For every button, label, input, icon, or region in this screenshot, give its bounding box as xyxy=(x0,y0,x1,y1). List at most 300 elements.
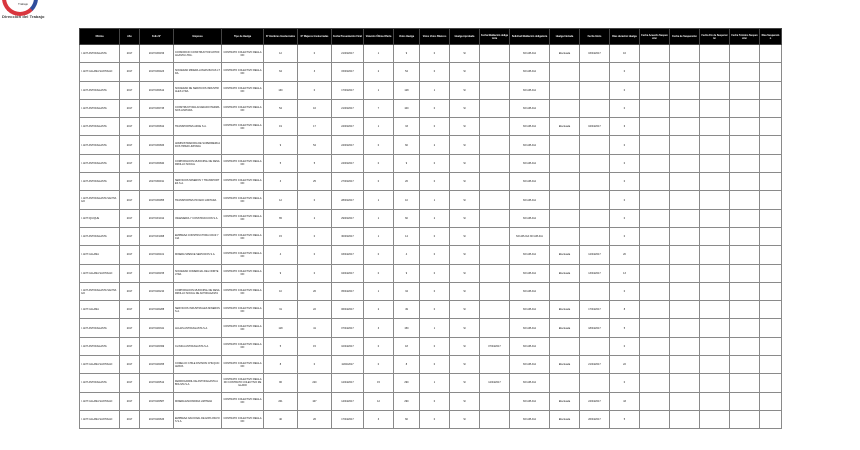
table-row xyxy=(80,118,782,136)
table-cell xyxy=(480,246,510,264)
table-cell xyxy=(640,319,670,337)
table-cell: 2017 xyxy=(120,154,140,172)
table-cell xyxy=(760,301,782,319)
table-cell xyxy=(760,374,782,392)
table-cell xyxy=(730,227,760,245)
table-cell: 2017/04/0210 xyxy=(140,282,174,300)
table-cell: MINERA SPENCE SERVICIOS S.A. xyxy=(174,246,222,264)
table-cell xyxy=(640,209,670,227)
table-cell: 0 xyxy=(364,246,394,264)
table-cell: 13/04/2017 xyxy=(580,264,610,282)
table-cell xyxy=(550,374,580,392)
table-cell xyxy=(640,246,670,264)
table-cell: CONTRATO COLECTIVO REGLADO xyxy=(222,63,264,81)
table-cell: I. ANT ANTOFAGASTA SANTIAGO xyxy=(80,191,120,209)
table-cell xyxy=(730,209,760,227)
table-cell: 0 xyxy=(610,191,640,209)
table-cell: 12/04/2017 xyxy=(332,374,364,392)
table-cell: 0 xyxy=(420,45,450,63)
table-cell xyxy=(480,319,510,337)
table-cell: NO APLICA xyxy=(510,319,550,337)
table-cell: CONTRATO COLECTIVO REGLADO xyxy=(222,337,264,355)
table-cell xyxy=(640,282,670,300)
table-cell xyxy=(700,337,730,355)
table-cell xyxy=(670,246,700,264)
table-cell: 24/04/2017 xyxy=(580,392,610,410)
table-cell xyxy=(580,99,610,117)
table-cell xyxy=(640,227,670,245)
table-cell: SI xyxy=(450,227,480,245)
table-cell: 0 xyxy=(298,191,332,209)
table-cell: ADMINISTRADORA DE SUPERMERCADOS HIPER LIMITADA xyxy=(174,136,222,154)
table-cell: 24/03/2017 xyxy=(332,136,364,154)
table-row xyxy=(80,246,782,264)
table-cell: 130 xyxy=(264,81,298,99)
table-cell: 0 xyxy=(610,337,640,355)
table-cell: 27/03/2017 xyxy=(332,173,364,191)
column-header: Folio N° xyxy=(140,29,174,45)
table-cell xyxy=(760,264,782,282)
table-cell xyxy=(700,264,730,282)
column-header: Huelga Iniciada xyxy=(550,29,580,45)
table-cell: I. ANT CALAMA SANTIAGO xyxy=(80,410,120,428)
table-cell: 26 xyxy=(394,173,420,191)
table-cell: 13 xyxy=(610,264,640,282)
table-cell: 9 xyxy=(394,45,420,63)
table-cell: 290 xyxy=(394,374,420,392)
table-cell xyxy=(730,264,760,282)
table-cell xyxy=(640,392,670,410)
table-cell xyxy=(760,191,782,209)
table-cell: 26 xyxy=(298,410,332,428)
table-cell: NO APLICA xyxy=(510,173,550,191)
table-cell xyxy=(760,337,782,355)
table-cell xyxy=(700,227,730,245)
table-cell: CONTRATO COLECTIVO REGLADO xyxy=(222,356,264,374)
table-cell xyxy=(670,154,700,172)
table-cell xyxy=(580,81,610,99)
table-cell xyxy=(580,227,610,245)
table-cell: SI xyxy=(450,209,480,227)
table-cell: 0 xyxy=(298,45,332,63)
table-cell: Efectuada xyxy=(550,319,580,337)
table-cell: 7 xyxy=(364,99,394,117)
table-cell: 2017/04/0512 xyxy=(140,374,174,392)
table-cell xyxy=(640,154,670,172)
table-row xyxy=(80,356,782,374)
table-cell: CONTRATO COLECTIVO REGLADO CONTRATO COLECTIVO REGLADO xyxy=(222,374,264,392)
table-cell xyxy=(700,301,730,319)
table-cell: 9 xyxy=(264,136,298,154)
table-cell: 60 xyxy=(394,136,420,154)
table-cell: NO APLICA xyxy=(510,282,550,300)
table-cell: NO APLICA xyxy=(510,63,550,81)
table-cell: SOCIEDAD COMERCIAL DEL NORTE LTDA. xyxy=(174,264,222,282)
table-cell: 20 xyxy=(610,246,640,264)
table-row xyxy=(80,392,782,410)
table-cell: 0 xyxy=(420,99,450,117)
table-cell xyxy=(580,154,610,172)
table-cell xyxy=(670,45,700,63)
table-cell: 43 xyxy=(610,392,640,410)
table-cell: 1 xyxy=(364,45,394,63)
table-row xyxy=(80,209,782,227)
table-cell: I. ANT CALAMA SANTIAGO xyxy=(80,356,120,374)
table-row xyxy=(80,227,782,245)
table-cell xyxy=(480,392,510,410)
table-cell: I. ANT ANTOFAGASTA xyxy=(80,173,120,191)
table-cell: 07/04/2017 xyxy=(480,337,510,355)
table-cell: 34 xyxy=(394,282,420,300)
table-cell xyxy=(550,191,580,209)
table-cell: NO APLICA xyxy=(510,136,550,154)
table-cell xyxy=(700,63,730,81)
table-cell: 49 xyxy=(394,301,420,319)
table-cell: CONSORCIO CONSTRUCTOR ANTOFAGASTA LTDA. xyxy=(174,45,222,63)
table-cell: 2017/03/0745 xyxy=(140,99,174,117)
table-cell xyxy=(700,392,730,410)
table-cell: 2 xyxy=(420,136,450,154)
table-cell: CONTRATO COLECTIVO REGLADO xyxy=(222,319,264,337)
table-cell: 2017 xyxy=(120,301,140,319)
table-cell: 2017/04/0341 xyxy=(140,319,174,337)
table-cell: I. ANT CALAMA SANTIAGO xyxy=(80,63,120,81)
table-cell: CONSTRUCTORA ALVARADO HERMANOS LIMITADA xyxy=(174,99,222,117)
table-cell xyxy=(730,191,760,209)
table-cell: 14/04/2017 xyxy=(332,392,364,410)
table-cell: Efectuada xyxy=(550,45,580,63)
table-cell xyxy=(480,118,510,136)
table-cell: CONTRATO COLECTIVO REGLADO xyxy=(222,282,264,300)
table-cell xyxy=(580,136,610,154)
column-header: Fecha Mediación obligatoria xyxy=(480,29,510,45)
table-cell: 0 xyxy=(298,227,332,245)
table-cell xyxy=(670,301,700,319)
table-cell: 2017 xyxy=(120,45,140,63)
table-cell xyxy=(670,191,700,209)
table-cell: 2017/03/0833 xyxy=(140,136,174,154)
table-cell xyxy=(640,45,670,63)
table-cell: 64 xyxy=(264,63,298,81)
table-cell: 0 xyxy=(610,227,640,245)
table-cell xyxy=(700,173,730,191)
table-cell xyxy=(760,154,782,172)
table-cell: 2017/03/0423 xyxy=(140,63,174,81)
table-cell: CONTRATO COLECTIVO REGLADO xyxy=(222,45,264,63)
table-cell: I. ANT ANTOFAGASTA xyxy=(80,154,120,172)
table-cell xyxy=(670,173,700,191)
table-cell: 2 xyxy=(298,209,332,227)
table-cell: I. ANT ANTOFAGASTA xyxy=(80,227,120,245)
table-cell: 8 xyxy=(264,356,298,374)
table-cell xyxy=(730,63,760,81)
table-cell: 2 xyxy=(364,301,394,319)
table-cell xyxy=(730,118,760,136)
table-cell: SI xyxy=(450,410,480,428)
table-cell: 1 xyxy=(420,81,450,99)
table-cell xyxy=(730,136,760,154)
table-cell: I. ANT ANTOFAGASTA xyxy=(80,118,120,136)
table-cell: CONTRATO COLECTIVO REGLADO xyxy=(222,154,264,172)
table-cell: I. ANT ANTOFAGASTA xyxy=(80,136,120,154)
table-cell: 0 xyxy=(610,374,640,392)
table-row xyxy=(80,337,782,355)
column-header: Oficina xyxy=(80,29,120,45)
table-row xyxy=(80,191,782,209)
table-cell: 0 xyxy=(420,227,450,245)
table-cell xyxy=(480,282,510,300)
table-cell: 04/04/2017 xyxy=(580,118,610,136)
table-cell: SI xyxy=(450,356,480,374)
table-cell: 1 xyxy=(364,227,394,245)
column-header: Días Suspensión xyxy=(760,29,782,45)
table-cell xyxy=(730,319,760,337)
strikes-table xyxy=(79,28,782,429)
table-cell: 31 xyxy=(264,301,298,319)
table-cell: 0 xyxy=(298,81,332,99)
table-cell: 24/03/2017 xyxy=(332,154,364,172)
table-cell: 18 xyxy=(394,337,420,355)
table-cell: 2017/04/0101 xyxy=(140,246,174,264)
table-cell xyxy=(480,301,510,319)
table-cell: 6 xyxy=(610,118,640,136)
table-cell xyxy=(550,282,580,300)
table-cell: 9 xyxy=(264,264,298,282)
table-row xyxy=(80,282,782,300)
table-row xyxy=(80,81,782,99)
table-cell xyxy=(730,374,760,392)
table-cell: 2017/03/1068 xyxy=(140,227,174,245)
table-cell: SI xyxy=(450,246,480,264)
table-cell: 12 xyxy=(264,191,298,209)
table-cell: 18/04/2017 xyxy=(580,319,610,337)
table-cell: Efectuada xyxy=(550,264,580,282)
table-cell: 21/03/2017 xyxy=(332,99,364,117)
table-row xyxy=(80,264,782,282)
table-cell: CORPORACION MUNICIPAL DE DESARROLLO SOCIAL xyxy=(174,154,222,172)
table-cell: 0 xyxy=(298,264,332,282)
table-cell: NO APLICA xyxy=(510,392,550,410)
table-cell: 2017 xyxy=(120,209,140,227)
table-cell xyxy=(760,246,782,264)
table-cell: 19 xyxy=(264,118,298,136)
table-cell: 2 xyxy=(364,63,394,81)
table-cell: 0 xyxy=(610,173,640,191)
table-cell: NO APLICA xyxy=(510,356,550,374)
table-cell: SI xyxy=(450,282,480,300)
table-cell: SI xyxy=(450,301,480,319)
table-cell: 5 xyxy=(264,337,298,355)
table-cell: CONTRATO COLECTIVO REGLADO xyxy=(222,264,264,282)
table-cell xyxy=(480,227,510,245)
table-cell xyxy=(550,337,580,355)
table-cell: 0 xyxy=(420,356,450,374)
table-cell: 2017/03/0812 xyxy=(140,118,174,136)
table-cell xyxy=(580,191,610,209)
table-cell: 11/04/2017 xyxy=(332,356,364,374)
table-cell: NO APLICA xyxy=(510,45,550,63)
table-cell: 0 xyxy=(420,246,450,264)
table-cell: 21/03/2017 xyxy=(332,45,364,63)
table-cell xyxy=(670,264,700,282)
table-cell: SI xyxy=(450,63,480,81)
table-cell: MINERA ESCONDIDA LIMITADA xyxy=(174,392,222,410)
table-cell: 0 xyxy=(610,81,640,99)
table-cell xyxy=(670,319,700,337)
table-cell: 17/04/2017 xyxy=(332,410,364,428)
table-cell xyxy=(700,319,730,337)
table-cell: SI xyxy=(450,264,480,282)
column-header: Tipo de Huelga xyxy=(222,29,264,45)
table-cell: I. ANT ANTOFAGASTA xyxy=(80,81,120,99)
table-cell: 220 xyxy=(298,374,332,392)
table-cell: 26/04/2017 xyxy=(580,410,610,428)
table-cell: 12/04/2017 xyxy=(480,374,510,392)
table-cell: 07/04/2017 xyxy=(332,319,364,337)
table-cell: SI xyxy=(450,118,480,136)
table-cell: 3 xyxy=(298,63,332,81)
table-cell: 65 xyxy=(264,209,298,227)
table-cell: 2017 xyxy=(120,173,140,191)
table-cell xyxy=(550,173,580,191)
table-cell xyxy=(760,173,782,191)
table-cell xyxy=(480,63,510,81)
table-cell: 40 xyxy=(264,410,298,428)
table-cell: 5 xyxy=(264,154,298,172)
table-cell: 0 xyxy=(610,63,640,81)
logo-text: Trabajo xyxy=(17,2,29,6)
table-cell: NO APLICA xyxy=(510,374,550,392)
table-cell: 2017/04/0155 xyxy=(140,264,174,282)
org-name: Dirección del Trabajo xyxy=(2,14,45,19)
table-cell xyxy=(730,392,760,410)
table-row xyxy=(80,154,782,172)
table-cell xyxy=(480,191,510,209)
column-header: Votación Última Oferta xyxy=(364,29,394,45)
table-cell xyxy=(700,410,730,428)
table-cell: FERROCARRIL DE ANTOFAGASTA A BOLIVIA S.A. xyxy=(174,374,222,392)
table-cell: 2017 xyxy=(120,392,140,410)
table-cell: 2017/04/0455 xyxy=(140,356,174,374)
table-cell: 10 xyxy=(394,191,420,209)
table-cell xyxy=(730,356,760,374)
table-cell: 96 xyxy=(264,374,298,392)
table-cell xyxy=(730,45,760,63)
table-cell: 06/04/2017 xyxy=(332,301,364,319)
table-cell: NO APLICA xyxy=(510,191,550,209)
table-cell: 05/04/2017 xyxy=(332,282,364,300)
table-row xyxy=(80,301,782,319)
table-cell: 33 xyxy=(394,118,420,136)
table-cell: 0 xyxy=(364,264,394,282)
table-cell xyxy=(640,374,670,392)
table-cell: 2017/03/0911 xyxy=(140,173,174,191)
table-cell xyxy=(550,136,580,154)
table-cell: 8 xyxy=(394,356,420,374)
table-cell: 1 xyxy=(420,319,450,337)
table-cell: SI xyxy=(450,154,480,172)
table-cell: I. ANT CALAMA SANTIAGO xyxy=(80,264,120,282)
table-cell: 54 xyxy=(298,136,332,154)
table-cell xyxy=(580,209,610,227)
table-cell: NO APLICA xyxy=(510,410,550,428)
table-cell xyxy=(730,282,760,300)
table-cell xyxy=(700,81,730,99)
table-cell: 1 xyxy=(364,282,394,300)
table-cell: 1 xyxy=(364,81,394,99)
table-cell: 17/03/2017 xyxy=(332,81,364,99)
table-cell: SOCIEDAD MINERA LOMAS BAYAS LTDA. xyxy=(174,63,222,81)
table-cell: 4 xyxy=(264,246,298,264)
table-cell: 150 xyxy=(394,319,420,337)
table-cell: INGENIERIA Y CONSTRUCCION S.A. xyxy=(174,209,222,227)
table-cell xyxy=(580,63,610,81)
table-cell: 0 xyxy=(420,282,450,300)
table-cell: 1 xyxy=(420,374,450,392)
table-cell: 2017 xyxy=(120,81,140,99)
column-header: Fecha Fin de Suspensión xyxy=(700,29,730,45)
table-cell xyxy=(760,356,782,374)
table-cell: 16 xyxy=(298,99,332,117)
table-cell: 5 xyxy=(610,319,640,337)
table-cell: I. ANT ANTOFAGASTA xyxy=(80,337,120,355)
table-cell xyxy=(670,227,700,245)
table-cell: 12 xyxy=(364,392,394,410)
table-cell: CONTRATO COLECTIVO REGLADO xyxy=(222,246,264,264)
table-cell: 2017 xyxy=(120,246,140,264)
table-cell: I. ANT ANTOFAGASTA xyxy=(80,45,120,63)
table-cell: CONTRATO COLECTIVO REGLADO xyxy=(222,227,264,245)
table-cell: 2017 xyxy=(120,319,140,337)
table-cell: SI xyxy=(450,392,480,410)
table-cell xyxy=(730,246,760,264)
table-cell: 2017 xyxy=(120,191,140,209)
table-cell: 12 xyxy=(264,45,298,63)
table-cell xyxy=(700,191,730,209)
table-cell xyxy=(550,227,580,245)
table-cell: 17 xyxy=(298,118,332,136)
table-cell: 12/04/2017 xyxy=(580,246,610,264)
table-cell xyxy=(730,154,760,172)
table-row xyxy=(80,63,782,81)
table-cell: CONTRATO COLECTIVO REGLADO xyxy=(222,410,264,428)
table-cell xyxy=(550,99,580,117)
table-cell: NO APLICA xyxy=(510,209,550,227)
table-cell: 03/04/2017 xyxy=(332,246,364,264)
table-cell xyxy=(480,99,510,117)
table-cell: 0 xyxy=(364,136,394,154)
table-cell: 22 xyxy=(610,356,640,374)
table-cell: 2017/03/0612 xyxy=(140,81,174,99)
table-cell: 2017/03/1012 xyxy=(140,209,174,227)
table-cell: NO APLICA xyxy=(510,118,550,136)
table-cell xyxy=(670,99,700,117)
table-cell: 2017 xyxy=(120,282,140,300)
table-cell xyxy=(700,154,730,172)
table-cell: SI xyxy=(450,99,480,117)
table-cell xyxy=(700,246,730,264)
table-cell xyxy=(580,282,610,300)
table-cell xyxy=(760,209,782,227)
table-cell xyxy=(640,337,670,355)
table-cell: NO APLICA xyxy=(510,81,550,99)
table-cell xyxy=(640,410,670,428)
column-header: Empresa xyxy=(174,29,222,45)
table-cell: 2017 xyxy=(120,410,140,428)
table-cell: 3 xyxy=(264,173,298,191)
table-cell: 04/04/2017 xyxy=(332,264,364,282)
table-cell: 2 xyxy=(420,209,450,227)
